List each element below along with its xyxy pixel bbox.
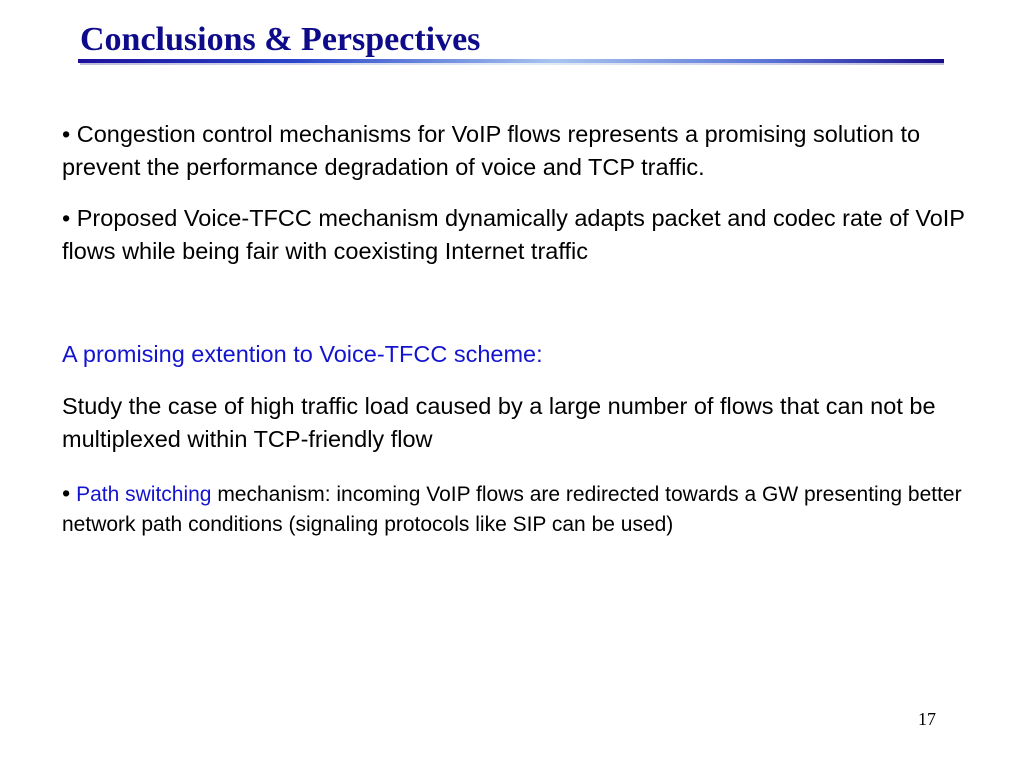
path-switching-description: mechanism: incoming VoIP flows are redirected towards a GW presenting better network path conditions (signaling protocols like SIP can be used) [62,483,962,536]
study-text: Study the case of high traffic load caused by a large number of flows that can not be multiplexed within TCP-friendly flow [62,393,936,452]
slide-title: Conclusions & Perspectives [80,21,481,58]
bullet-voice-tfcc: • Proposed Voice-TFCC mechanism dynamically adapts packet and codec rate of VoIP flows while being fair with coexisting Internet traffic [62,205,965,264]
extension-heading: A promising extention to Voice-TFCC scheme: [62,341,543,367]
title-underline-shadow [80,63,944,65]
path-switching-highlight: Path switching [76,483,212,506]
bullet-path-switching [62,478,982,540]
bullet-marker: • [62,480,71,506]
bullet-congestion-control: • Congestion control mechanisms for VoIP flows represents a promising solution to prevent the performance degradation of voice and TCP traffic. [62,121,921,180]
page-number: 17 [918,709,936,729]
